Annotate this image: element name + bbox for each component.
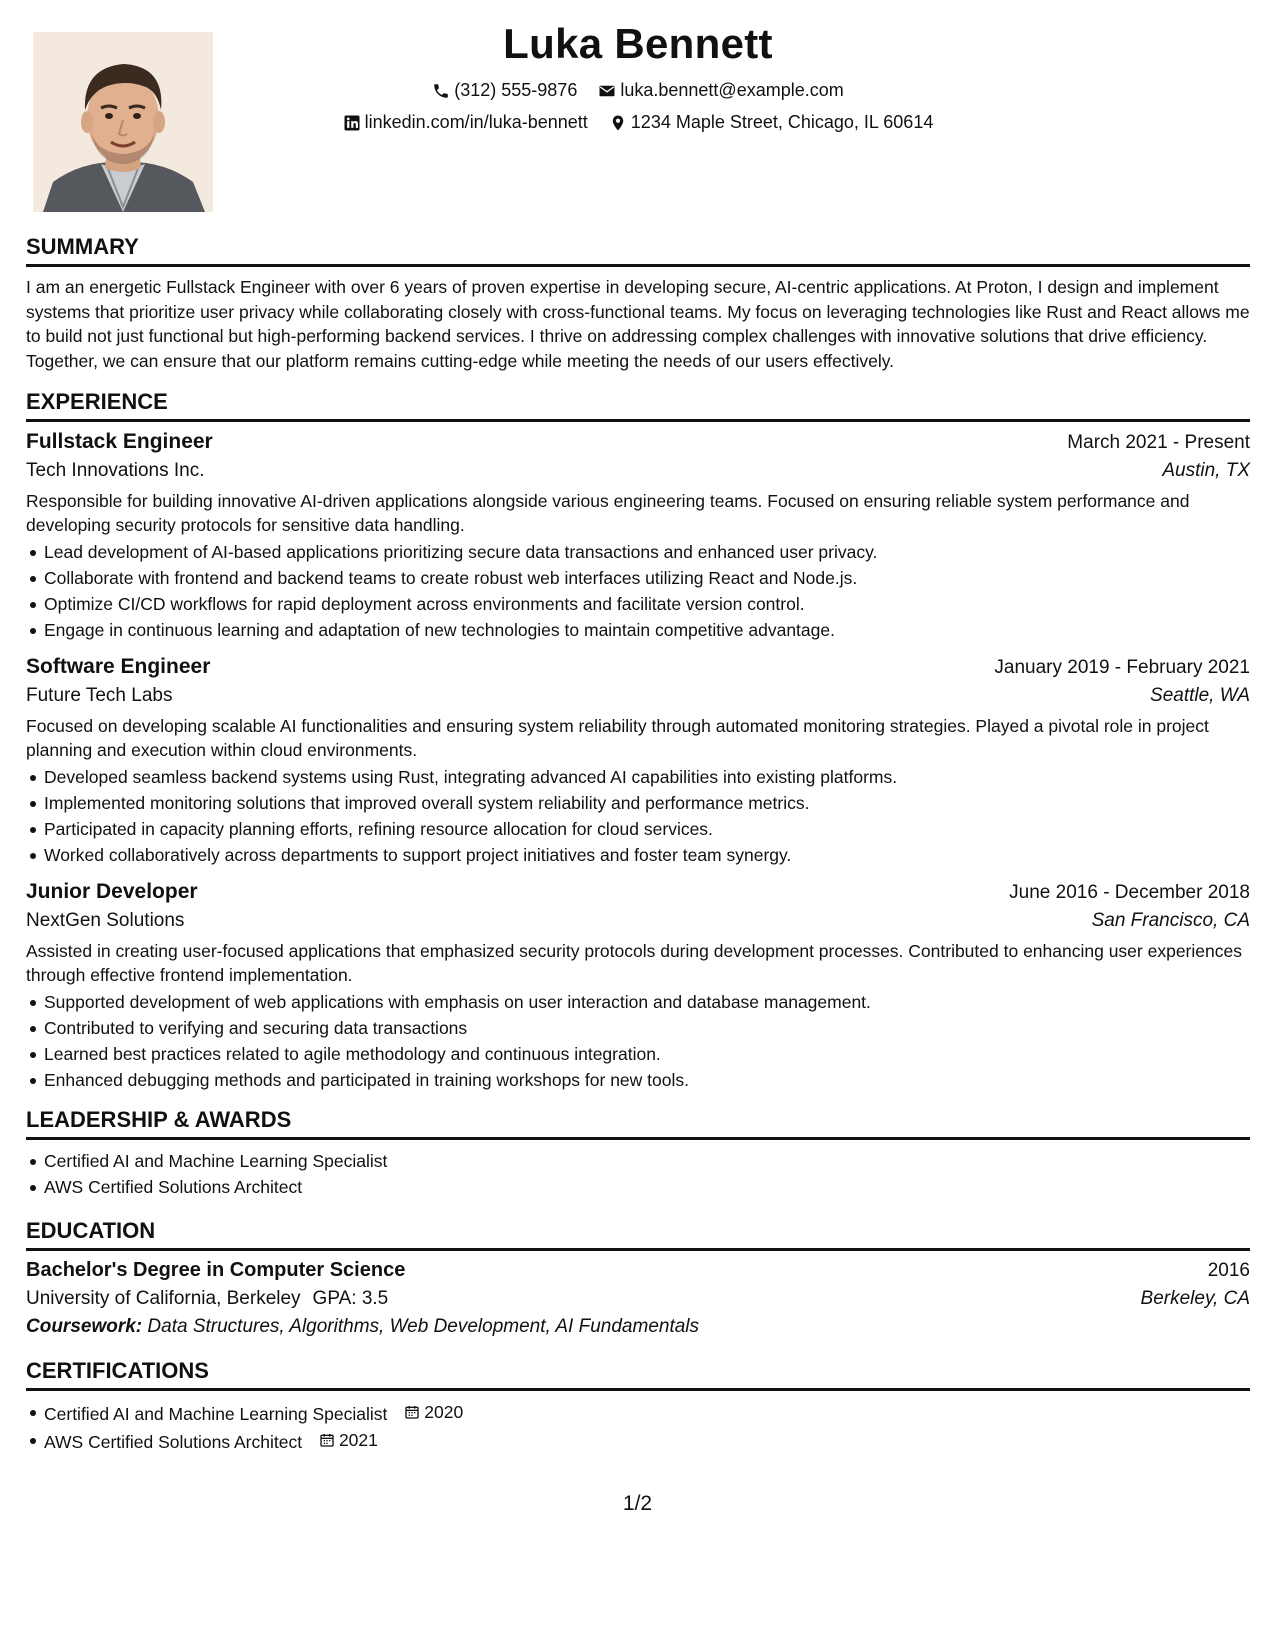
- job-bullets: [26, 539, 1250, 643]
- certifications-heading: CERTIFICATIONS: [26, 1358, 1250, 1391]
- job-company: NextGen Solutions: [26, 910, 185, 931]
- coursework: [26, 1316, 1250, 1338]
- list-item: Supported development of web applications with emphasis on user interaction and database management.: [26, 989, 1250, 1015]
- certification-year: [319, 1427, 378, 1453]
- list-item: Implemented monitoring solutions that improved overall system reliability and performance metrics.: [26, 790, 1250, 816]
- job-company: Future Tech Labs: [26, 685, 173, 706]
- job-header-row: [26, 430, 1250, 454]
- linkedin-icon: [343, 114, 361, 132]
- certification-year-text: 2020: [424, 1402, 464, 1422]
- job-company-row: [26, 679, 1250, 707]
- job-description: Assisted in creating user-focused applications that emphasized security protocols during development processes. Contributed to enhancing user experiences through effective frontend implementation.: [26, 941, 1242, 985]
- contact-email[interactable]: [598, 80, 843, 101]
- certifications-section: [26, 1358, 1250, 1455]
- certification-year-text: 2021: [338, 1430, 378, 1450]
- list-item: [26, 1399, 1250, 1427]
- education-section: [26, 1218, 1250, 1338]
- linkedin-text[interactable]: linkedin.com/in/luka-bennett: [364, 112, 588, 132]
- school-name: University of California, Berkeley: [26, 1288, 301, 1309]
- certifications-list: [26, 1399, 1250, 1455]
- resume-header: [26, 0, 1250, 220]
- coursework-list: Data Structures, Algorithms, Web Development, AI Fundamentals: [147, 1316, 700, 1337]
- job-date: March 2021 - Present: [1067, 432, 1250, 453]
- list-item: [26, 1427, 1250, 1455]
- job-company-row: [26, 904, 1250, 932]
- phone-icon: [432, 82, 450, 100]
- contact-linkedin[interactable]: [343, 112, 588, 133]
- gpa: GPA: 3.5: [312, 1288, 389, 1309]
- job-company: Tech Innovations Inc.: [26, 460, 205, 481]
- address-text: 1234 Maple Street, Chicago, IL 60614: [630, 112, 934, 132]
- job-entry: [26, 880, 1250, 1093]
- degree-title: Bachelor's Degree in Computer Science: [26, 1259, 406, 1281]
- job-bullets: [26, 989, 1250, 1093]
- envelope-icon: [598, 82, 616, 100]
- coursework-label: Coursework:: [26, 1316, 143, 1337]
- page-number: 1/2: [622, 1492, 653, 1515]
- job-description: Focused on developing scalable AI functionalities and ensuring system reliability through automated monitoring strategies. Played a pivotal role in project planning and execution within cloud environments.: [26, 716, 1209, 760]
- job-entry: [26, 430, 1250, 643]
- calendar-icon: [319, 1432, 335, 1448]
- certification-name: AWS Certified Solutions Architect: [44, 1432, 303, 1452]
- summary-heading: SUMMARY: [26, 234, 1250, 267]
- leadership-list: [26, 1148, 1250, 1200]
- job-title: Fullstack Engineer: [26, 430, 213, 453]
- education-heading: EDUCATION: [26, 1218, 1250, 1251]
- leadership-section: [26, 1107, 1250, 1200]
- list-item: Certified AI and Machine Learning Specialist: [26, 1148, 1250, 1174]
- job-date: June 2016 - December 2018: [1009, 882, 1250, 903]
- list-item: Engage in continuous learning and adaptation of new technologies to maintain competitive advantage.: [26, 617, 1250, 643]
- list-item: Lead development of AI-based applications prioritizing secure data transactions and enhanced user privacy.: [26, 539, 1250, 565]
- list-item: AWS Certified Solutions Architect: [26, 1174, 1250, 1200]
- job-location: Seattle, WA: [1150, 685, 1250, 706]
- job-description: Responsible for building innovative AI-driven applications alongside various engineering teams. Focused on ensuring reliable system performance and developing security protocols for sensitive data handling.: [26, 491, 1190, 535]
- calendar-icon: [404, 1404, 420, 1420]
- certification-name: Certified AI and Machine Learning Specialist: [44, 1404, 388, 1424]
- job-date: January 2019 - February 2021: [994, 657, 1250, 678]
- list-item: Collaborate with frontend and backend teams to create robust web interfaces utilizing React and Node.js.: [26, 565, 1250, 591]
- job-header-row: [26, 655, 1250, 679]
- certification-year: [404, 1399, 463, 1425]
- list-item: Contributed to verifying and securing data transactions: [26, 1015, 1250, 1041]
- job-title: Junior Developer: [26, 880, 198, 903]
- list-item: Enhanced debugging methods and participated in training workshops for new tools.: [26, 1067, 1250, 1093]
- summary-section: [26, 234, 1250, 373]
- contact-address: [609, 112, 934, 133]
- list-item: Optimize CI/CD workflows for rapid deployment across environments and facilitate version control.: [26, 591, 1250, 617]
- school-info: [26, 1288, 388, 1310]
- email-text[interactable]: luka.bennett@example.com: [620, 80, 844, 100]
- list-item: Participated in capacity planning efforts, refining resource allocation for cloud services.: [26, 816, 1250, 842]
- experience-heading: EXPERIENCE: [26, 389, 1250, 422]
- contact-row-secondary: [26, 112, 1250, 137]
- job-title: Software Engineer: [26, 655, 211, 678]
- map-pin-icon: [609, 114, 627, 132]
- leadership-heading: LEADERSHIP & AWARDS: [26, 1107, 1250, 1140]
- list-item: Worked collaboratively across departments to support project initiatives and foster team synergy.: [26, 842, 1250, 868]
- job-location: San Francisco, CA: [1091, 910, 1250, 931]
- resume-page: [26, 0, 1250, 1455]
- summary-text: I am an energetic Fullstack Engineer with over 6 years of proven expertise in developing secure, AI-centric applications. At Proton, I design and implement systems that prioritize user privacy while collaborating closely with cross-functional teams. My focus on leveraging technologies like Rust and React allows me to build not just functional but high-performing backend services. I thrive on addressing complex challenges with innovative solutions that drive efficiency. Together, we can ensure that our platform remains cutting-edge while meeting the needs of our users effectively.: [26, 277, 1250, 371]
- education-school-row: [26, 1282, 1250, 1310]
- job-location: Austin, TX: [1162, 460, 1250, 481]
- list-item: Developed seamless backend systems using Rust, integrating advanced AI capabilities into existing platforms.: [26, 764, 1250, 790]
- contact-phone: [432, 80, 577, 101]
- job-bullets: [26, 764, 1250, 868]
- job-entry: [26, 655, 1250, 868]
- phone-text: (312) 555-9876: [454, 80, 578, 100]
- school-location: Berkeley, CA: [1140, 1288, 1250, 1309]
- education-header-row: [26, 1259, 1250, 1282]
- job-company-row: [26, 454, 1250, 482]
- degree-year: 2016: [1207, 1260, 1250, 1281]
- experience-section: [26, 389, 1250, 1093]
- list-item: Learned best practices related to agile methodology and continuous integration.: [26, 1041, 1250, 1067]
- candidate-name: Luka Bennett: [503, 20, 773, 67]
- job-header-row: [26, 880, 1250, 904]
- contact-row-primary: [26, 80, 1250, 105]
